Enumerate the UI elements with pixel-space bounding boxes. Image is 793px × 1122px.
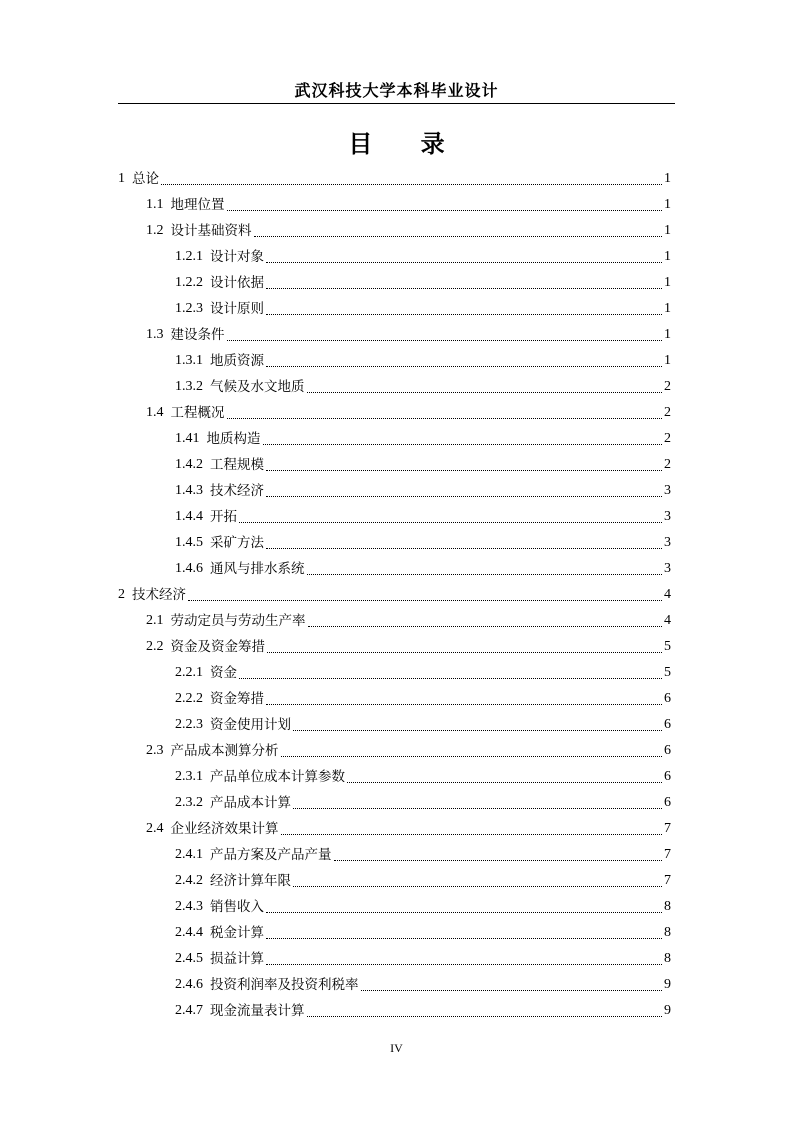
toc-dot-leader	[188, 600, 662, 601]
toc-entry-number: 2.4.4	[175, 925, 203, 940]
toc-entry-page: 4	[664, 587, 671, 602]
toc-dot-leader	[307, 1016, 663, 1017]
toc-entry-page: 7	[664, 873, 671, 888]
toc-entry[interactable]	[118, 943, 671, 969]
toc-entry[interactable]	[118, 241, 671, 267]
toc-entry-page: 1	[664, 171, 671, 186]
toc-entry-page: 8	[664, 951, 671, 966]
running-header: 武汉科技大学本科毕业设计	[294, 81, 499, 100]
toc-entry-number: 2.2.1	[175, 665, 203, 680]
toc-entry-number: 2.3.1	[175, 769, 203, 784]
toc-entry-title: 设计原则	[210, 301, 264, 317]
toc-entry-number: 2.4	[146, 821, 164, 836]
toc-entry-number: 1.4.5	[175, 535, 203, 550]
toc-entry-page: 1	[664, 223, 671, 238]
toc-entry[interactable]	[118, 189, 671, 215]
table-of-contents	[118, 163, 671, 1021]
toc-entry[interactable]	[118, 709, 671, 735]
toc-entry-page: 3	[664, 509, 671, 524]
toc-entry-number: 1.2.2	[175, 275, 203, 290]
header-divider	[118, 103, 675, 104]
toc-entry-page: 8	[664, 899, 671, 914]
toc-entry-title: 资金筹措	[210, 691, 264, 707]
toc-entry[interactable]	[118, 761, 671, 787]
toc-entry[interactable]	[118, 891, 671, 917]
toc-entry-title: 总论	[132, 171, 159, 187]
toc-dot-leader	[347, 782, 662, 783]
toc-entry-page: 1	[664, 353, 671, 368]
toc-entry-number: 1.2	[146, 223, 164, 238]
toc-entry-page: 8	[664, 925, 671, 940]
toc-dot-leader	[254, 236, 663, 237]
toc-entry-title: 投资利润率及投资利税率	[210, 977, 359, 993]
toc-entry-number: 1.4.2	[175, 457, 203, 472]
toc-entry-page: 2	[664, 405, 671, 420]
toc-entry-title: 通风与排水系统	[210, 561, 305, 577]
toc-entry[interactable]	[118, 215, 671, 241]
toc-entry-number: 2.4.6	[175, 977, 203, 992]
toc-entry-title: 产品成本计算	[210, 795, 291, 811]
toc-dot-leader	[281, 756, 663, 757]
toc-entry[interactable]	[118, 683, 671, 709]
toc-entry[interactable]	[118, 163, 671, 189]
toc-entry[interactable]	[118, 449, 671, 475]
toc-entry-page: 2	[664, 457, 671, 472]
toc-entry-page: 5	[664, 639, 671, 654]
toc-entry-page: 2	[664, 431, 671, 446]
toc-entry-page: 6	[664, 691, 671, 706]
toc-dot-leader	[266, 288, 662, 289]
toc-entry-page: 1	[664, 327, 671, 342]
toc-dot-leader	[266, 496, 662, 497]
toc-entry[interactable]	[118, 527, 671, 553]
toc-entry-title: 设计依据	[210, 275, 264, 291]
toc-entry-number: 2.4.3	[175, 899, 203, 914]
toc-entry-page: 9	[664, 977, 671, 992]
toc-entry-number: 2.2.2	[175, 691, 203, 706]
toc-entry-title: 技术经济	[132, 587, 186, 603]
toc-entry-title: 开拓	[210, 509, 237, 525]
toc-dot-leader	[334, 860, 663, 861]
toc-entry-page: 4	[664, 613, 671, 628]
toc-dot-leader	[293, 886, 662, 887]
toc-dot-leader	[227, 418, 663, 419]
toc-dot-leader	[266, 470, 662, 471]
toc-dot-leader	[266, 262, 662, 263]
toc-entry-title: 企业经济效果计算	[170, 821, 279, 837]
toc-entry[interactable]	[118, 267, 671, 293]
toc-dot-leader	[263, 444, 663, 445]
toc-entry-number: 2.2	[146, 639, 164, 654]
toc-entry[interactable]	[118, 605, 671, 631]
toc-entry-number: 1	[118, 171, 125, 186]
toc-entry-number: 2.3.2	[175, 795, 203, 810]
toc-entry-number: 2.4.1	[175, 847, 203, 862]
toc-dot-leader	[293, 808, 662, 809]
toc-entry[interactable]	[118, 657, 671, 683]
toc-dot-leader	[307, 574, 663, 575]
toc-entry-page: 7	[664, 847, 671, 862]
toc-dot-leader	[227, 340, 663, 341]
toc-entry-number: 1.2.1	[175, 249, 203, 264]
toc-entry[interactable]	[118, 813, 671, 839]
toc-dot-leader	[361, 990, 663, 991]
toc-entry-number: 1.4.4	[175, 509, 203, 524]
toc-entry[interactable]	[118, 397, 671, 423]
toc-entry-page: 5	[664, 665, 671, 680]
toc-entry-number: 1.4	[146, 405, 164, 420]
toc-entry-page: 3	[664, 535, 671, 550]
toc-entry-number: 2.4.7	[175, 1003, 203, 1018]
toc-dot-leader	[266, 964, 662, 965]
toc-dot-leader	[266, 938, 662, 939]
toc-entry-title: 设计对象	[210, 249, 264, 265]
page-number: IV	[390, 1041, 403, 1055]
toc-entry-page: 7	[664, 821, 671, 836]
toc-entry-title: 地质资源	[210, 353, 264, 369]
toc-entry-title: 地理位置	[170, 197, 225, 213]
toc-entry-number: 1.4.3	[175, 483, 203, 498]
toc-entry-title: 产品成本测算分析	[170, 743, 279, 759]
toc-entry-number: 1.2.3	[175, 301, 203, 316]
toc-entry-title: 工程概况	[170, 405, 225, 421]
toc-dot-leader	[266, 548, 662, 549]
toc-entry-title: 地质构造	[206, 431, 261, 447]
toc-entry-title: 产品方案及产品产量	[210, 847, 332, 863]
toc-dot-leader	[308, 626, 663, 627]
toc-entry-title: 资金及资金筹措	[170, 639, 265, 655]
toc-entry[interactable]	[118, 423, 671, 449]
toc-entry-number: 2.1	[146, 613, 164, 628]
toc-entry-number: 2.3	[146, 743, 164, 758]
toc-entry-title: 销售收入	[210, 899, 264, 915]
toc-dot-leader	[267, 652, 662, 653]
toc-entry-page: 9	[664, 1003, 671, 1018]
toc-dot-leader	[266, 704, 662, 705]
toc-entry-number: 1.1	[146, 197, 164, 212]
toc-entry-page: 6	[664, 743, 671, 758]
toc-dot-leader	[227, 210, 663, 211]
toc-entry[interactable]	[118, 839, 671, 865]
toc-dot-leader	[293, 730, 662, 731]
toc-dot-leader	[266, 912, 662, 913]
toc-entry-title: 气候及水文地质	[210, 379, 305, 395]
toc-entry[interactable]	[118, 293, 671, 319]
toc-entry-number: 1.3	[146, 327, 164, 342]
toc-entry-page: 6	[664, 769, 671, 784]
toc-dot-leader	[266, 314, 662, 315]
toc-entry-title: 技术经济	[210, 483, 264, 499]
toc-entry-title: 劳动定员与劳动生产率	[170, 613, 306, 629]
toc-entry[interactable]	[118, 579, 671, 605]
toc-dot-leader	[239, 522, 662, 523]
toc-entry-title: 设计基础资料	[170, 223, 252, 239]
toc-dot-leader	[281, 834, 663, 835]
toc-entry[interactable]	[118, 995, 671, 1021]
toc-entry-number: 2	[118, 587, 125, 602]
toc-entry-page: 3	[664, 561, 671, 576]
toc-entry[interactable]	[118, 553, 671, 579]
toc-entry-number: 2.4.2	[175, 873, 203, 888]
toc-entry-title: 采矿方法	[210, 535, 264, 551]
toc-dot-leader	[239, 678, 662, 679]
toc-entry[interactable]	[118, 631, 671, 657]
toc-entry[interactable]	[118, 371, 671, 397]
toc-entry-title: 工程规模	[210, 457, 264, 473]
toc-entry-page: 1	[664, 249, 671, 264]
toc-entry-page: 1	[664, 275, 671, 290]
toc-entry-title: 现金流量表计算	[210, 1003, 305, 1019]
toc-entry-title: 损益计算	[210, 951, 264, 967]
toc-entry-number: 1.41	[175, 431, 200, 446]
toc-entry[interactable]	[118, 787, 671, 813]
toc-entry-title: 产品单位成本计算参数	[210, 769, 345, 785]
toc-entry-title: 资金使用计划	[210, 717, 291, 733]
toc-entry-title: 经济计算年限	[210, 873, 291, 889]
toc-entry[interactable]	[118, 865, 671, 891]
toc-entry-number: 1.3.1	[175, 353, 203, 368]
toc-entry[interactable]	[118, 969, 671, 995]
toc-entry-number: 2.2.3	[175, 717, 203, 732]
toc-entry[interactable]	[118, 345, 671, 371]
toc-entry-title: 税金计算	[210, 925, 264, 941]
toc-entry[interactable]	[118, 319, 671, 345]
page-title: 目 录	[348, 130, 445, 158]
toc-entry[interactable]	[118, 735, 671, 761]
toc-entry-page: 2	[664, 379, 671, 394]
toc-entry-page: 3	[664, 483, 671, 498]
toc-entry-page: 1	[664, 197, 671, 212]
toc-entry-number: 2.4.5	[175, 951, 203, 966]
toc-dot-leader	[307, 392, 663, 393]
toc-entry[interactable]	[118, 917, 671, 943]
toc-entry-number: 1.4.6	[175, 561, 203, 576]
toc-dot-leader	[266, 366, 662, 367]
toc-entry[interactable]	[118, 475, 671, 501]
toc-dot-leader	[161, 184, 662, 185]
toc-entry-page: 6	[664, 795, 671, 810]
toc-entry-title: 建设条件	[170, 327, 225, 343]
toc-entry-page: 6	[664, 717, 671, 732]
toc-entry-title: 资金	[210, 665, 237, 681]
toc-entry-page: 1	[664, 301, 671, 316]
toc-entry-number: 1.3.2	[175, 379, 203, 394]
toc-entry[interactable]	[118, 501, 671, 527]
